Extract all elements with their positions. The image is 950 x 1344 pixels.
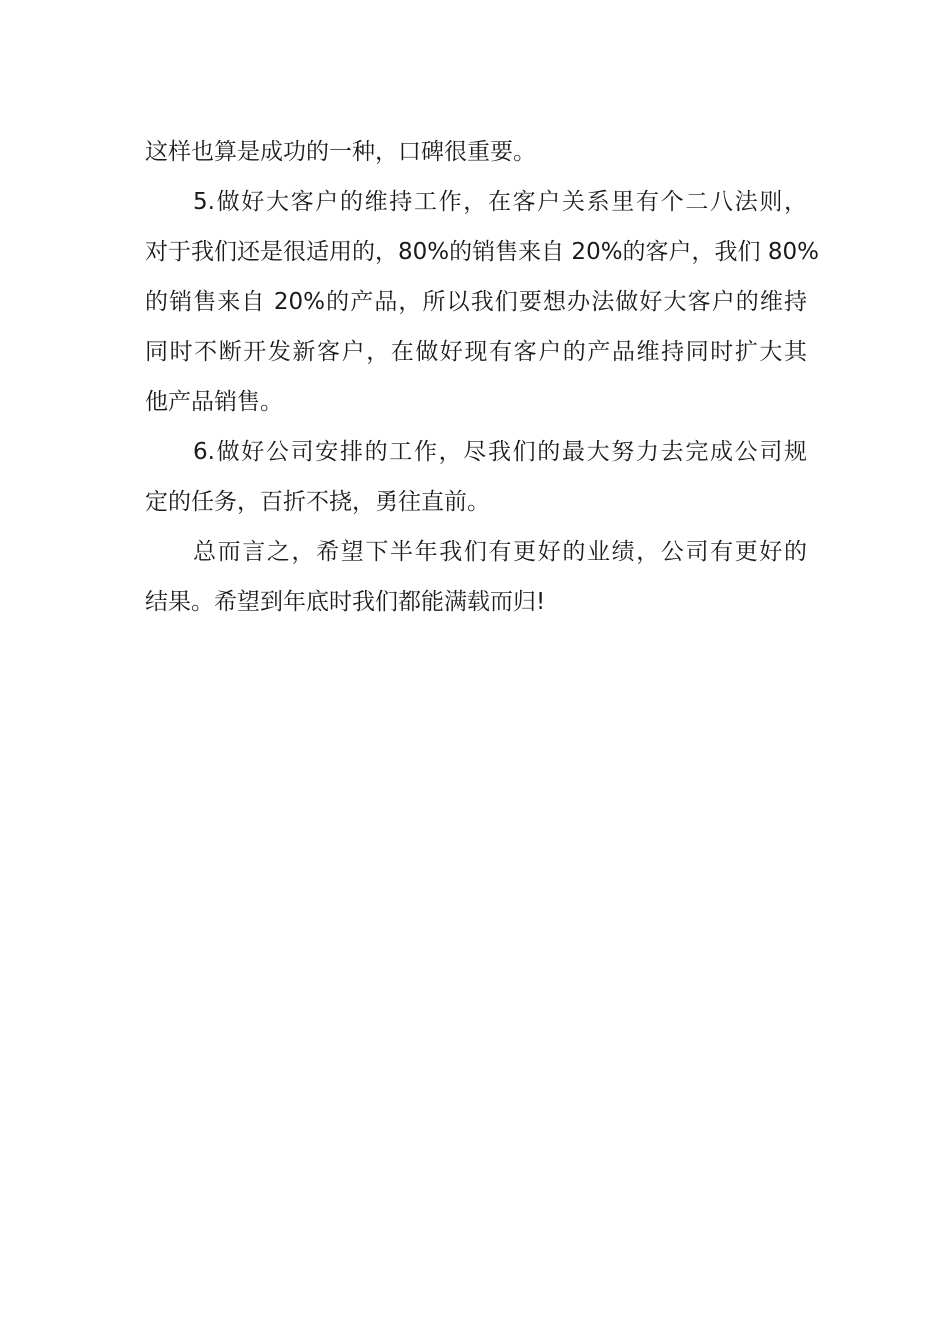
- text-line: 定的任务，百折不挠，勇往直前。: [145, 489, 490, 515]
- text-line: 他产品销售。: [145, 389, 283, 415]
- text-line: 结果。希望到年底时我们都能满载而归!: [145, 589, 546, 615]
- paragraph-continuation: [145, 127, 807, 177]
- text-line: 对于我们还是很适用的，80%的销售来自 20%的客户，我们 80%: [145, 239, 819, 265]
- text-line: 总而言之，希望下半年我们有更好的业绩，公司有更好的: [193, 539, 807, 565]
- text-line: 5.做好大客户的维持工作，在客户关系里有个二八法则，: [193, 189, 807, 215]
- text-line: 6.做好公司安排的工作，尽我们的最大努力去完成公司规: [193, 439, 807, 465]
- document-body: [145, 127, 819, 627]
- text-line: 这样也算是成功的一种，口碑很重要。: [145, 139, 536, 165]
- paragraph-item-6: [145, 427, 807, 527]
- text-line: 同时不断开发新客户，在做好现有客户的产品维持同时扩大其: [145, 339, 807, 365]
- paragraph-conclusion: [145, 527, 807, 627]
- text-line: 的销售来自 20%的产品，所以我们要想办法做好大客户的维持: [145, 289, 807, 315]
- paragraph-item-5: [145, 177, 819, 427]
